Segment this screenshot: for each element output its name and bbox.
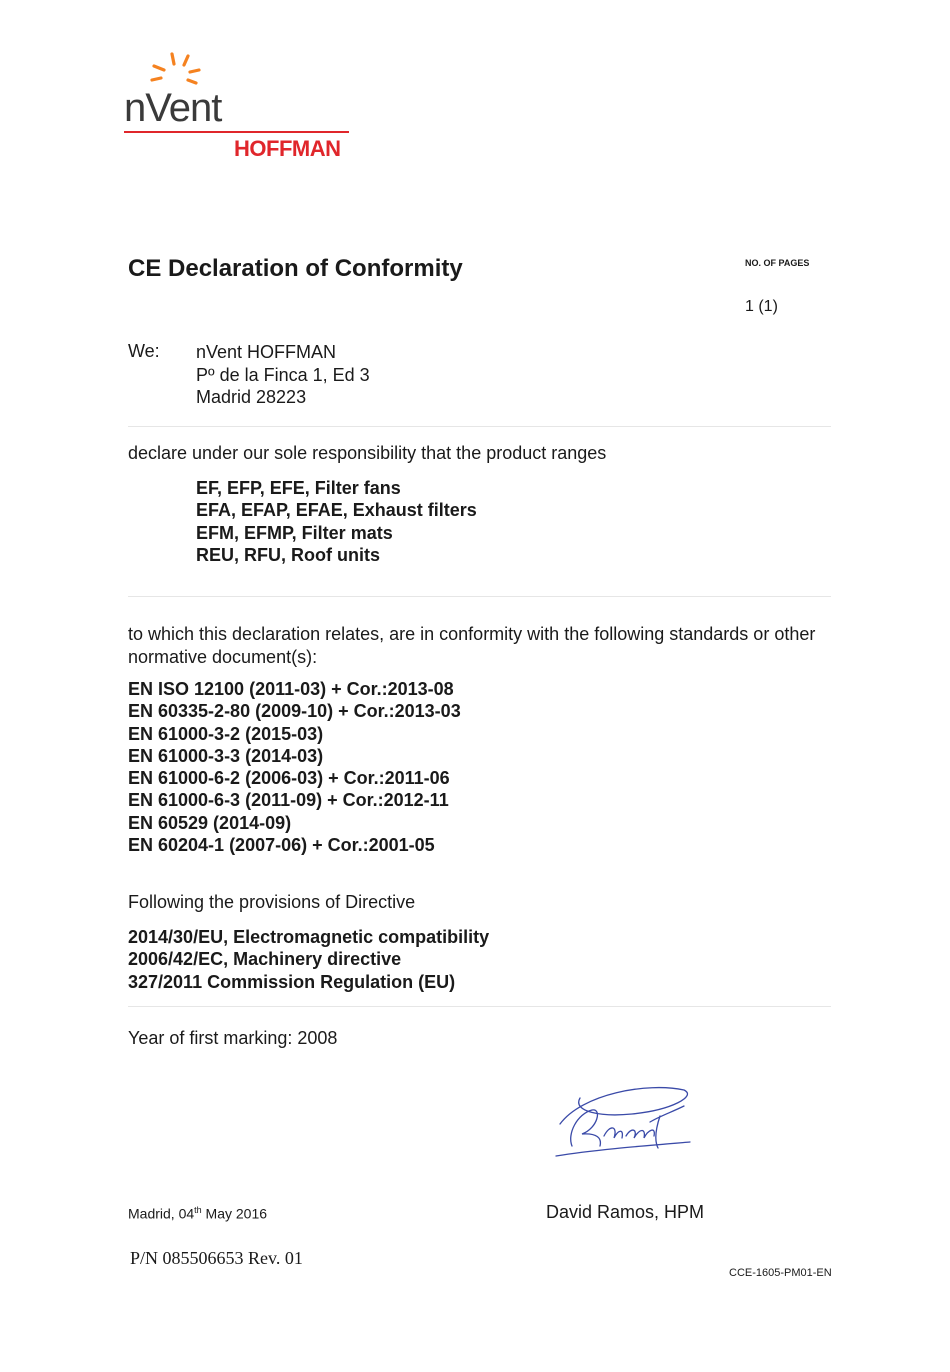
section-divider: [128, 1006, 831, 1007]
place-and-date: [128, 1205, 267, 1222]
conformity-statement: to which this declaration relates, are in conformity with the following standards or other normative document(s):: [128, 624, 816, 667]
standard-item: EN 61000-3-3 (2014-03): [128, 745, 324, 766]
pages-label: NO. OF PAGES: [745, 258, 810, 268]
logo-divider: [124, 131, 349, 133]
date-ordinal: th: [194, 1205, 202, 1215]
directive-item: 327/2011 Commission Regulation (EU): [128, 971, 456, 992]
standard-item: EN 61000-6-3 (2011-09) + Cor.:2012-11: [128, 790, 449, 811]
logo-subbrand-text: HOFFMAN: [234, 136, 341, 161]
product-item: EFM, EFMP, Filter mats: [196, 522, 393, 543]
document-code: CCE-1605-PM01-EN: [729, 1267, 832, 1279]
standard-item: EN 60529 (2014-09): [128, 812, 292, 833]
product-item: REU, RFU, Roof units: [196, 544, 380, 565]
directive-item: 2006/42/EC, Machinery directive: [128, 949, 402, 970]
pages-value: 1 (1): [745, 298, 778, 315]
handwritten-signature: [552, 1076, 697, 1164]
part-number: P/N 085506653 Rev. 01: [130, 1248, 303, 1268]
declarant-line: Pº de la Finca 1, Ed 3: [196, 364, 370, 385]
standard-item: EN ISO 12100 (2011-03) + Cor.:2013-08: [128, 679, 454, 699]
signatory-name: David Ramos, HPM: [546, 1202, 705, 1222]
date-prefix: Madrid, 04: [128, 1205, 195, 1222]
document-title: CE Declaration of Conformity: [128, 255, 463, 282]
directive-list: [128, 926, 489, 993]
logo-brand-text: nVent: [124, 86, 222, 130]
section-divider: [128, 596, 831, 597]
declarant-label: We:: [128, 341, 160, 361]
declarant-line: nVent HOFFMAN: [196, 342, 337, 362]
section-divider: [128, 426, 831, 427]
standard-item: EN 60335-2-80 (2009-10) + Cor.:2013-03: [128, 701, 461, 722]
declarant-line: Madrid 28223: [196, 387, 307, 407]
standards-list: [128, 678, 461, 856]
first-marking-year: Year of first marking: 2008: [128, 1028, 338, 1048]
standard-item: EN 61000-6-2 (2006-03) + Cor.:2011-06: [128, 768, 450, 789]
product-list: [196, 477, 477, 566]
standard-item: EN 60204-1 (2007-06) + Cor.:2001-05: [128, 835, 435, 856]
directive-item: 2014/30/EU, Electromagnetic compatibility: [128, 927, 490, 947]
product-item: EF, EFP, EFE, Filter fans: [196, 478, 401, 498]
date-suffix: May 2016: [201, 1205, 268, 1222]
directive-intro: Following the provisions of Directive: [128, 892, 416, 912]
standard-item: EN 61000-3-2 (2015-03): [128, 723, 324, 744]
responsibility-statement: declare under our sole responsibility that the product ranges: [128, 443, 607, 463]
product-item: EFA, EFAP, EFAE, Exhaust filters: [196, 500, 477, 521]
declarant-address: [196, 341, 370, 409]
